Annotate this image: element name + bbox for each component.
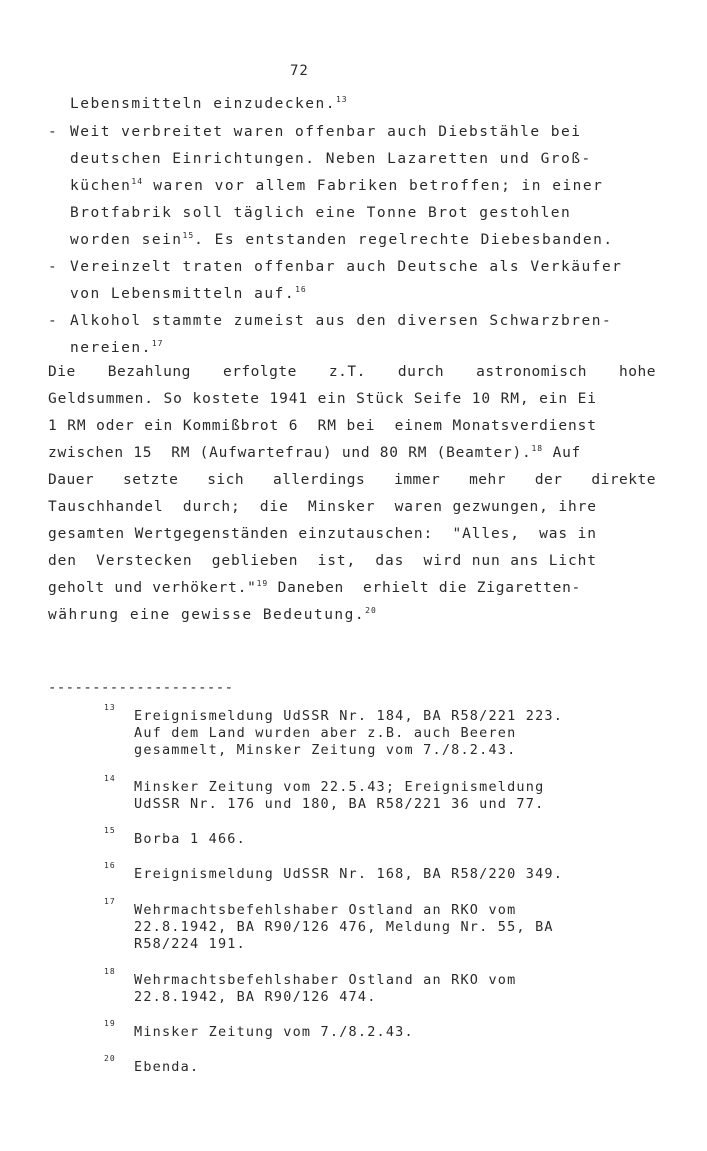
footnote-18: 18 Wehrmachtsbefehlshaber Ostland an RKO vom 22.8.1942, BA R90/126 474. [104,972,664,1006]
footnote-line: UdSSR Nr. 176 und 180, BA R58/221 36 und 77. [134,796,545,812]
body-line: Alkohol stammte zumeist aus den diversen Schwarzbren- [70,313,613,329]
footnote-17: 17 Wehrmachtsbefehlshaber Ostland an RKO vom 22.8.1942, BA R90/126 476, Meldung Nr. 55, BA R58/224 191. [104,902,664,953]
body-line: Brotfabrik soll täglich eine Tonne Brot gestohlen [70,205,572,221]
footnote-15: 15 Borba 1 466. [104,831,664,848]
body-line: Weit verbreitet waren offenbar auch Diebstähle bei [70,124,582,140]
body-line: Tauschhandel durch; die Minsker waren gezwungen, ihre [48,499,597,515]
footnote-19: 19 Minsker Zeitung vom 7./8.2.43. [104,1024,664,1041]
footnote-ref[interactable]: 18 [531,444,544,453]
body-line: worden sein$^{15}$. Es entstanden regelrechte Diebesbanden. [70,231,614,248]
footnote-16: 16 Ereignismeldung UdSSR Nr. 168, BA R58/220 349. [104,866,664,883]
footnote-line: Minsker Zeitung vom 22.5.43; Ereignismeldung [134,779,545,795]
footnote-ref[interactable]: 15 [182,231,195,240]
body-line: 1 RM oder ein Kommißbrot 6 RM bei einem Monatsverdienst [48,418,597,434]
body-line: währung eine gewisse Bedeutung.$^{20}$ [48,606,377,623]
bullet-dash: - [48,313,57,329]
footnote-line: R58/224 191. [134,936,246,952]
footnote-line: Ereignismeldung UdSSR Nr. 184, BA R58/221 223. [134,708,564,724]
body-line-justified: Die Bezahlung erfolgte z.T. durch astronomisch hohe [48,364,656,380]
body-line: gesamten Wertgegenständen einzutauschen: "Alles, was in [48,526,597,542]
footnote-ref[interactable]: 14 [131,177,144,186]
footnote-ref[interactable]: 19 [256,579,269,588]
footnote-line: Ereignismeldung UdSSR Nr. 168, BA R58/220 349. [134,866,564,882]
body-line: küchen$^{14}$ waren vor allem Fabriken betroffen; in einer [70,177,604,194]
bullet-dash: - [48,124,57,140]
body-line: nereien.$^{17}$ [70,339,164,356]
page-number: 72 [290,63,309,79]
footnote-line: 22.8.1942, BA R90/126 474. [134,989,377,1005]
body-line: Lebensmitteln einzudecken.$^{13}$ [70,95,348,112]
footnote-14: 14 Minsker Zeitung vom 22.5.43; Ereignismeldung UdSSR Nr. 176 und 180, BA R58/221 36 und 77. [104,779,664,813]
footnote-ref[interactable]: 16 [295,285,307,294]
footnote-line: gesammelt, Minsker Zeitung vom 7./8.2.43. [134,742,517,758]
bullet-dash: - [48,259,57,275]
footnote-separator: --------------------- [48,680,234,696]
footnote-line: 22.8.1942, BA R90/126 476, Meldung Nr. 55, BA [134,919,554,935]
footnote-line: Wehrmachtsbefehlshaber Ostland an RKO vom [134,902,517,918]
footnote-ref[interactable]: 13 [335,95,348,104]
body-line: deutschen Einrichtungen. Neben Lazaretten und Groß- [70,151,592,167]
footnote-line: Minsker Zeitung vom 7./8.2.43. [134,1024,414,1040]
footnote-line: Borba 1 466. [134,831,246,847]
footnote-20: 20 Ebenda. [104,1059,664,1076]
footnote-line: Wehrmachtsbefehlshaber Ostland an RKO vom [134,972,517,988]
footnote-line: Auf dem Land wurden aber z.B. auch Beeren [134,725,517,741]
body-line: Geldsummen. So kostete 1941 ein Stück Seife 10 RM, ein Ei [48,391,597,407]
body-line: von Lebensmitteln auf.$^{16}$ [70,285,307,302]
footnote-ref[interactable]: 17 [151,339,164,348]
footnote-ref[interactable]: 20 [365,606,377,615]
body-line: den Verstecken geblieben ist, das wird nun ans Licht [48,553,597,569]
body-line: zwischen 15 RM (Aufwartefrau) und 80 RM (Beamter).$^{18}$ Auf [48,444,582,461]
footnote-line: Ebenda. [134,1059,200,1075]
footnote-13: 13 Ereignismeldung UdSSR Nr. 184, BA R58/221 223. Auf dem Land wurden aber z.B. auch Beeren gesammelt, Minsker Zeitung vom 7./8.2.43. [104,708,664,759]
body-line: geholt und verhökert."$^{19}$ Daneben erhielt die Zigaretten- [48,579,582,596]
body-line: Vereinzelt traten offenbar auch Deutsche als Verkäufer [70,259,623,275]
body-line-justified: Dauer setzte sich allerdings immer mehr der direkte [48,472,656,488]
